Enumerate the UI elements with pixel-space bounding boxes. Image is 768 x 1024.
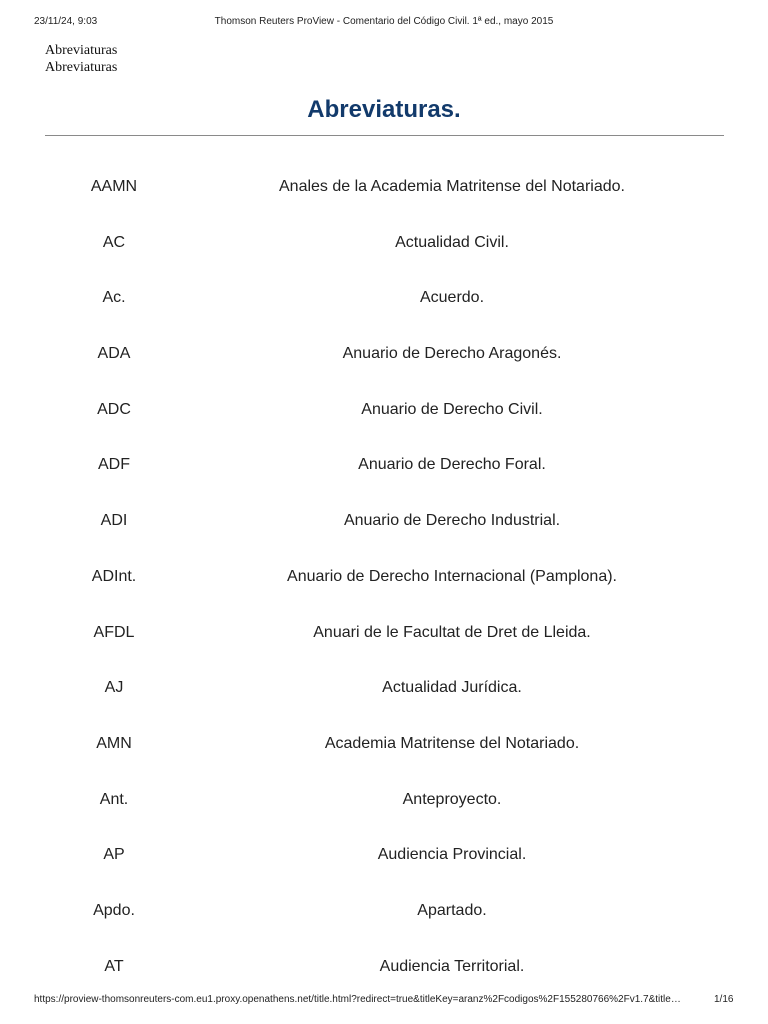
abbreviation-term: Apdo.: [93, 901, 135, 919]
abbreviation-meaning: Acuerdo.: [419, 289, 485, 307]
print-url: https://proview-thomsonreuters-com.eu1.proxy.openathens.net/title.html?redirect=true&titleKey=aranz%2Fcodigos%2F155280766%2Fv1.7&title…: [34, 994, 681, 1005]
abbreviation-term: ADI: [100, 512, 128, 530]
abbreviation-meaning: Anuario de Derecho Industrial.: [343, 512, 561, 530]
abbreviation-row: [0, 327, 768, 383]
abbreviation-row: [0, 550, 768, 606]
abbreviation-row: [0, 717, 768, 773]
abbreviation-row: [0, 271, 768, 327]
abbreviation-term: AJ: [104, 679, 124, 697]
abbreviation-meaning: Anuario de Derecho Internacional (Pamplona).: [287, 567, 617, 585]
abbreviation-term: AAMN: [90, 178, 138, 195]
abbreviation-term: Ac.: [102, 289, 126, 307]
abbreviation-row: [0, 160, 768, 216]
print-header: [0, 16, 768, 32]
abbreviation-term: ADInt.: [91, 567, 137, 585]
abbreviation-term: ADC: [97, 400, 131, 418]
abbreviation-term: ADF: [98, 456, 130, 474]
abbreviation-row: [0, 438, 768, 494]
breadcrumb-item: Abreviaturas: [45, 60, 118, 75]
abbreviation-row: [0, 383, 768, 439]
abbreviation-row: [0, 494, 768, 550]
abbreviation-meaning: Anuario de Derecho Aragonés.: [342, 345, 562, 363]
abbreviation-meaning: Anuario de Derecho Foral.: [358, 456, 546, 474]
print-document-title: Thomson Reuters ProView - Comentario del Código Civil. 1ª ed., mayo 2015: [214, 16, 554, 27]
abbreviation-row: [0, 661, 768, 717]
abbreviation-row: [0, 940, 768, 996]
abbreviation-term: ADA: [97, 345, 131, 363]
page-title: Abreviaturas.: [307, 96, 461, 123]
abbreviation-meaning: Apartado.: [417, 901, 487, 919]
abbreviation-meaning: Anuari de le Facultat de Dret de Lleida.: [313, 623, 591, 641]
breadcrumb-item: Abreviaturas: [45, 43, 118, 58]
abbreviation-list: [0, 160, 768, 995]
abbreviation-row: [0, 773, 768, 829]
abbreviation-row: [0, 828, 768, 884]
abbreviation-term: Ant.: [99, 790, 129, 808]
breadcrumb: [45, 42, 117, 76]
abbreviation-meaning: Anteproyecto.: [402, 790, 502, 808]
abbreviation-meaning: Anuario de Derecho Civil.: [361, 400, 543, 418]
abbreviation-row: [0, 606, 768, 662]
abbreviation-meaning: Audiencia Territorial.: [379, 957, 525, 975]
abbreviation-meaning: Actualidad Civil.: [395, 233, 509, 251]
page-number: 1/16: [714, 994, 734, 1005]
abbreviation-meaning: Anales de la Academia Matritense del Notariado.: [279, 178, 625, 195]
title-divider: [45, 135, 724, 136]
abbreviation-row: [0, 884, 768, 940]
abbreviation-meaning: Actualidad Jurídica.: [382, 679, 522, 697]
abbreviation-term: AT: [104, 957, 124, 975]
abbreviation-row: [0, 216, 768, 272]
abbreviation-term: AC: [102, 233, 126, 251]
abbreviation-term: AMN: [96, 734, 132, 752]
abbreviation-term: AP: [103, 846, 125, 864]
abbreviation-meaning: Audiencia Provincial.: [377, 846, 527, 864]
abbreviation-term: AFDL: [93, 623, 135, 641]
abbreviation-meaning: Academia Matritense del Notariado.: [324, 734, 580, 752]
print-datetime: 23/11/24, 9:03: [34, 16, 98, 27]
